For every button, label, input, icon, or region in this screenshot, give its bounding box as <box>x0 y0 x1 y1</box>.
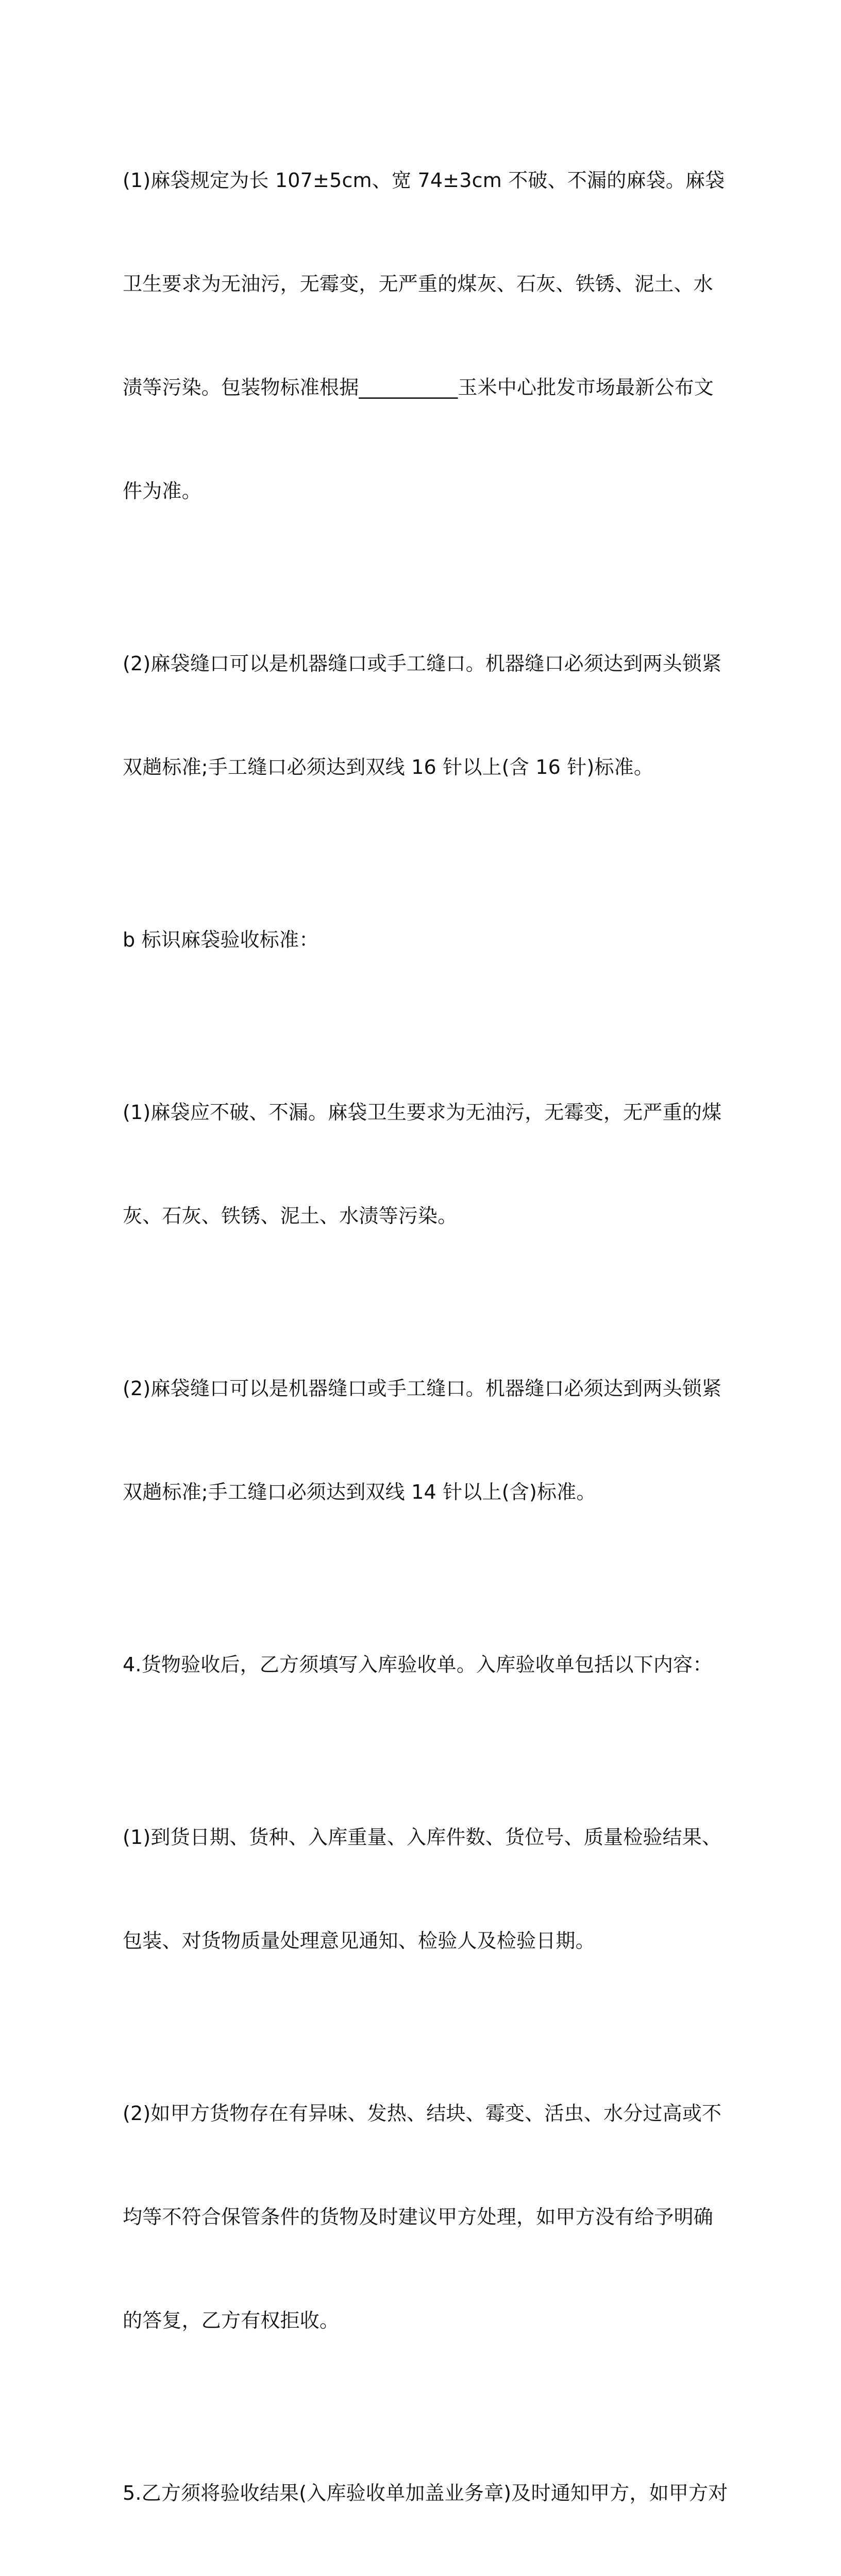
paragraph-sack-seam-16 <box>123 578 720 854</box>
text-line: b 标识麻袋验收标准： <box>123 928 319 951</box>
text-line: 卫生要求为无油污，无霉变，无严重的煤灰、石灰、铁锈、泥土、水 <box>123 273 714 295</box>
text-line: 的答复，乙方有权拒收。 <box>123 2309 340 2332</box>
paragraph-receipt-contents <box>123 1751 720 2027</box>
paragraph-rejection <box>123 2027 720 2407</box>
text-line: (2)如甲方货物存在有异味、发热、结块、霉变、活虫、水分过高或不 <box>123 2102 722 2125</box>
text-line: 均等不符合保管条件的货物及时建议甲方处理，如甲方没有给予明确 <box>123 2206 714 2228</box>
paragraph-sack-spec <box>123 94 725 578</box>
text-line: (1)麻袋应不破、不漏。麻袋卫生要求为无油污，无霉变，无严重的煤 <box>123 1101 722 1124</box>
text-line: (1)麻袋规定为长 107±5cm、宽 74±3cm 不破、不漏的麻袋。麻袋 <box>123 169 725 192</box>
paragraph-clause-5 <box>123 2407 728 2576</box>
text-line: (2)麻袋缝口可以是机器缝口或手工缝口。机器缝口必须达到两头锁紧 <box>123 652 722 675</box>
paragraph-clause-4 <box>123 1579 720 1751</box>
document-body <box>123 94 728 2576</box>
text-line: 灰、石灰、铁锈、泥土、水渍等污染。 <box>123 1205 458 1227</box>
text-line: 双趟标准;手工缝口必须达到双线 16 针以上(含 16 针)标准。 <box>123 756 654 778</box>
text-line: 双趟标准;手工缝口必须达到双线 14 针以上(含)标准。 <box>123 1481 596 1503</box>
text-line: 件为准。 <box>123 480 201 502</box>
text-line: 包装、对货物质量处理意见通知、检验人及检验日期。 <box>123 1929 595 1952</box>
paragraph-sack-seam-14 <box>123 1302 720 1579</box>
paragraph-labeled-sack-heading <box>123 854 720 1026</box>
text-line: 4.货物验收后，乙方须填写入库验收单。入库验收单包括以下内容： <box>123 1653 713 1676</box>
text-line: 渍等污染。包装物标准根据__________玉米中心批发市场最新公布文 <box>123 376 714 399</box>
text-line: (2)麻袋缝口可以是机器缝口或手工缝口。机器缝口必须达到两头锁紧 <box>123 1377 722 1400</box>
paragraph-labeled-sack-hygiene <box>123 1026 720 1302</box>
text-line: (1)到货日期、货种、入库重量、入库件数、货位号、质量检验结果、 <box>123 1826 722 1849</box>
text-line: 5.乙方须将验收结果(入库验收单加盖业务章)及时通知甲方，如甲方对 <box>123 2482 728 2504</box>
